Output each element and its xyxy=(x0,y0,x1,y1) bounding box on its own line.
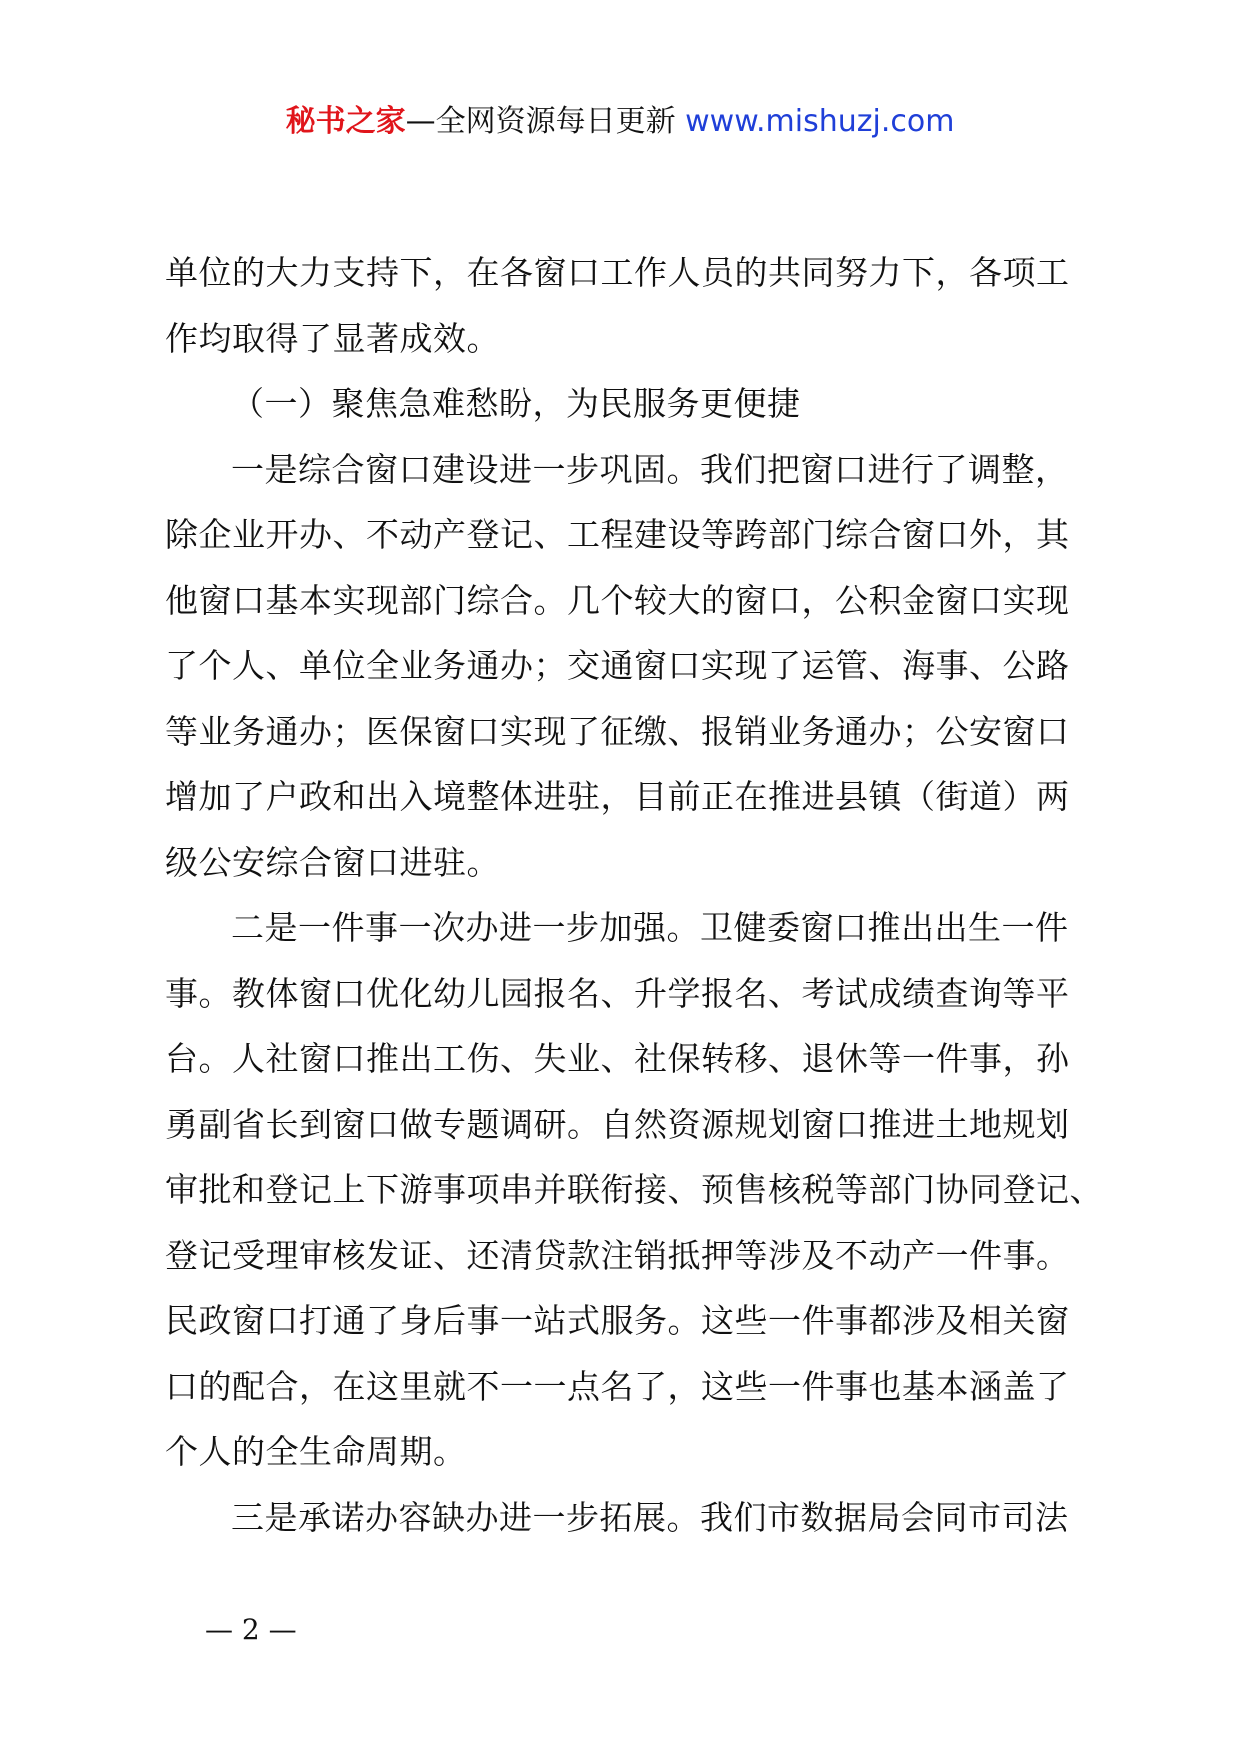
text-line: 单位的大力支持下，在各窗口工作人员的共同努力下，各项工 xyxy=(165,253,1070,292)
text-line: 台。人社窗口推出工伤、失业、社保转移、退休等一件事，孙 xyxy=(165,1039,1070,1078)
page-number: — 2 — xyxy=(205,1613,297,1646)
paragraph-start-line: 三是承诺办容缺办进一步拓展。我们市数据局会同市司法 xyxy=(231,1497,1069,1537)
text-line: 作均取得了显著成效。 xyxy=(165,318,500,358)
text-line: 了个人、单位全业务通办；交通窗口实现了运管、海事、公路 xyxy=(165,646,1070,685)
body-text xyxy=(165,240,1103,1550)
text-line: 个人的全生命周期。 xyxy=(165,1432,467,1471)
text-line: 审批和登记上下游事项串并联衔接、预售核税等部门协同登记、 xyxy=(165,1170,1103,1209)
header-url-link[interactable]: www.mishuzj.com xyxy=(685,104,955,139)
text-line: 口的配合，在这里就不一一点名了，这些一件事也基本涵盖了 xyxy=(165,1366,1070,1406)
text-line: 事。教体窗口优化幼儿园报名、升学报名、考试成绩查询等平 xyxy=(165,973,1070,1013)
text-line: 他窗口基本实现部门综合。几个较大的窗口，公积金窗口实现 xyxy=(165,580,1070,620)
text-line: 民政窗口打通了身后事一站式服务。这些一件事都涉及相关窗 xyxy=(165,1301,1070,1340)
section-heading: （一）聚焦急难愁盼，为民服务更便捷 xyxy=(231,384,801,423)
header-tagline: —全网资源每日更新 xyxy=(405,104,676,139)
text-line: 等业务通办；医保窗口实现了征缴、报销业务通办；公安窗口 xyxy=(165,711,1070,751)
text-line: 勇副省长到窗口做专题调研。自然资源规划窗口推进土地规划 xyxy=(165,1104,1070,1144)
text-line: 级公安综合窗口进驻。 xyxy=(165,842,500,882)
paragraph-start-line: 一是综合窗口建设进一步巩固。我们把窗口进行了调整， xyxy=(231,449,1069,489)
text-line: 登记受理审核发证、还清贷款注销抵押等涉及不动产一件事。 xyxy=(165,1235,1070,1275)
text-line: 增加了户政和出入境整体进驻，目前正在推进县镇（街道）两 xyxy=(165,777,1070,816)
paragraph-start-line: 二是一件事一次办进一步加强。卫健委窗口推出出生一件 xyxy=(231,908,1069,947)
page-header xyxy=(0,100,1240,144)
text-line: 除企业开办、不动产登记、工程建设等跨部门综合窗口外，其 xyxy=(165,515,1070,554)
header-brand: 秘书之家 xyxy=(285,104,406,139)
